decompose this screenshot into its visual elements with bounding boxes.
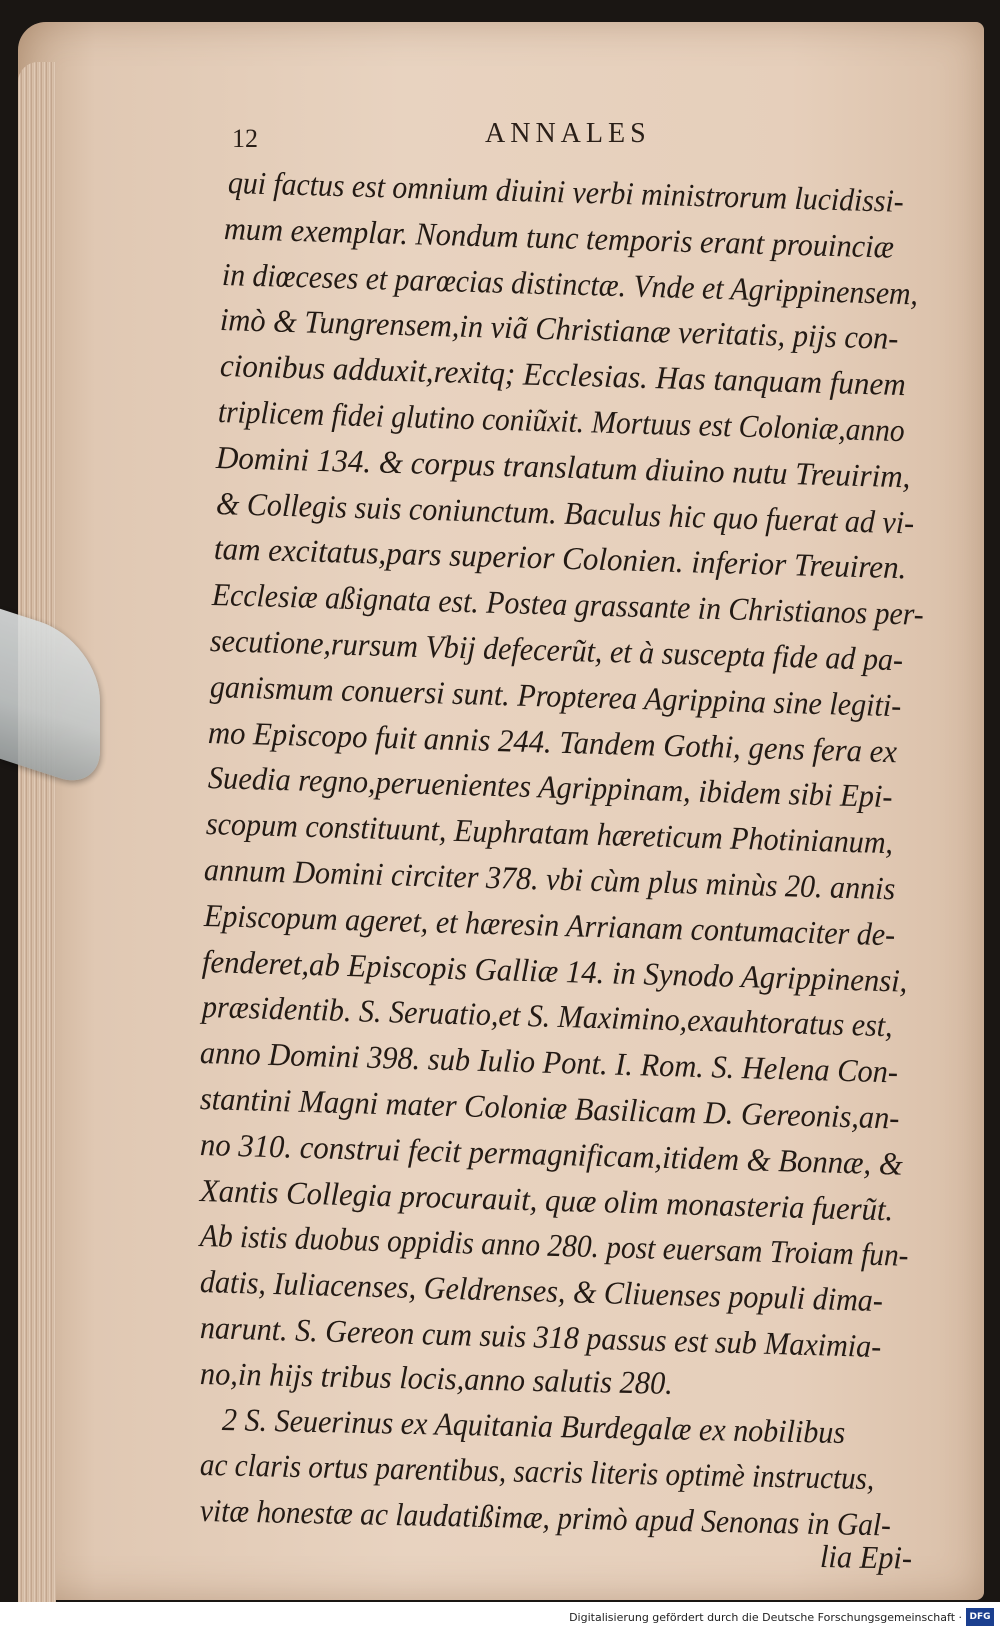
page-edges <box>18 62 56 1622</box>
running-title: ANNALES <box>485 118 651 149</box>
text-line: cionibus adduxit,rexitq; Ecclesias. Has tanquam funem <box>219 347 907 403</box>
text-line: præsidentib. S. Seruatio,et S. Maximino,exauhtoratus est, <box>201 988 894 1044</box>
text-line: scopum constituunt, Euphratam hæreticum Photinianum, <box>205 805 894 861</box>
dfg-logo: DFG <box>966 1608 994 1626</box>
text-line: datis, Iuliacenses, Geldrenses, & Cliuenses populi dima- <box>199 1263 884 1319</box>
text-line: ganismum conuersi sunt. Propterea Agrippina sine legiti- <box>209 667 902 724</box>
text-line: imò & Tungrensem,in viã Christianæ veritatis, pijs con- <box>219 301 899 357</box>
funding-credit: Digitalisierung gefördert durch die Deutsche Forschungsgemeinschaft · <box>569 1611 962 1624</box>
text-line: Xantis Collegia procurauit, quæ olim monasteria fuerũt. <box>199 1171 894 1227</box>
text-line: Ecclesiæ aßignata est. Postea grassante in Christianos per- <box>211 576 925 633</box>
body-text <box>200 160 940 1580</box>
text-line: mum exemplar. Nondum tunc temporis erant prouinciæ <box>223 209 895 265</box>
page-header <box>0 118 1000 154</box>
text-line: triplicem fidei glutino coniũxit. Mortuus est Coloniæ,anno <box>217 392 906 449</box>
text-line: annum Domini circiter 378. vbi cùm plus minùs 20. annis <box>203 850 896 907</box>
text-line: lia Epi- <box>819 1537 913 1576</box>
text-line: mo Episcopo fuit annis 244. Tandem Gothi, gens fera ex <box>207 713 898 769</box>
text-line: anno Domini 398. sub Iulio Pont. I. Rom. S. Helena Con- <box>199 1034 899 1090</box>
text-line: Domini 134. & corpus translatum diuino nutu Treuirim, <box>215 438 911 495</box>
text-line: stantini Magni mater Coloniæ Basilicam D. Gereonis,an- <box>199 1079 900 1136</box>
text-line: narunt. S. Gereon cum suis 318 passus est sub Maximia- <box>199 1308 882 1364</box>
text-line: 2 S. Seuerinus ex Aquitania Burdegalæ ex nobilibus <box>221 1400 846 1450</box>
text-line: tam excitatus,pars superior Colonien. inferior Treuiren. <box>213 530 907 586</box>
text-line: ac claris ortus parentibus, sacris literis optimè instructus, <box>199 1446 875 1497</box>
text-line: no 310. construi fecit permagnificam,itidem & Bonnæ, & <box>199 1125 904 1182</box>
text-line: Suedia regno,peruenientes Agrippinam, ibidem sibi Epi- <box>207 759 894 815</box>
text-line: no,in hijs tribus locis,anno salutis 280. <box>199 1354 674 1401</box>
text-line: Ab istis duobus oppidis anno 280. post euersam Troiam fun- <box>199 1217 910 1274</box>
text-line: secutione,rursum Vbij defecerũt, et à suscepta fide ad pa- <box>209 621 904 678</box>
text-line: qui factus est omnium diuini verbi ministrorum lucidissi- <box>227 164 905 219</box>
text-line: in diœceses et parœcias distinctæ. Vnde et Agrippinensem, <box>221 255 919 312</box>
text-line: Episcopum ageret, et hæresin Arrianam contumaciter de- <box>203 896 896 953</box>
text-line: vitæ honestæ ac laudatißimæ, primò apud Senonas in Gal- <box>199 1492 892 1543</box>
text-line: fenderet,ab Episcopis Galliæ 14. in Synodo Agrippinensi, <box>201 942 908 999</box>
digitization-footer <box>0 1602 1000 1634</box>
text-line: & Collegis suis coniunctum. Baculus hic quo fuerat ad vi- <box>215 484 915 541</box>
page-number: 12 <box>232 124 258 153</box>
